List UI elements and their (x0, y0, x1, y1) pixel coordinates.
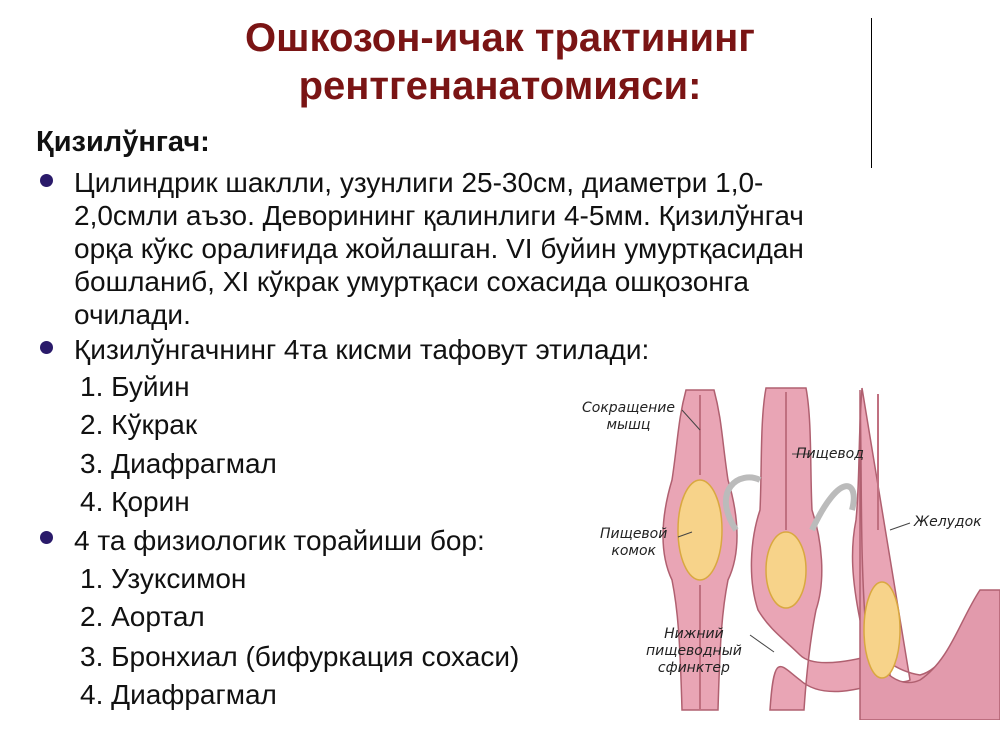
list-item: 1. Узуксимон (80, 563, 247, 594)
bullet-1-line: Цилиндрик шаклли, узунлиги 25-30см, диаметри 1,0- (74, 167, 764, 198)
list-item: 4. Диафрагмал (80, 679, 277, 710)
bullet-1-line: орқа кўкс оралиғида жойлашган. VI буйин умуртқасидан (74, 233, 804, 264)
label-muscle-contraction (582, 400, 675, 434)
bullet-dot-1 (40, 174, 53, 187)
label-line: комок (611, 543, 656, 559)
label-stomach: Желудок (914, 514, 982, 530)
list-item: 2. Кўкрак (80, 409, 198, 440)
title-line-1: Ошкозон-ичак трактининг (245, 16, 755, 60)
esophagus-peristalsis-illustration (560, 380, 1000, 720)
label-line: сфинктер (657, 660, 730, 676)
bullet-dot-3 (40, 531, 53, 544)
bullet-1-line: очилади. (74, 299, 191, 330)
slide-title (0, 14, 1000, 110)
list-item: 2. Аортал (80, 601, 205, 632)
bullet-2-text: Қизилўнгачнинг 4та кисми тафовут этилади: (74, 334, 650, 365)
label-line: Сокращение (582, 400, 675, 416)
label-food-bolus (600, 526, 667, 560)
label-esophagus: Пищевод (796, 446, 864, 462)
bullet-1-text (74, 166, 804, 331)
esophagus-tube-3 (853, 388, 1000, 720)
list-item: 3. Бронхиал (бифуркация сохаси) (80, 641, 520, 672)
label-line: Нижний (664, 626, 724, 642)
label-line: пищеводный (646, 643, 742, 659)
bullet-dot-2 (40, 341, 53, 354)
label-line: Пищевой (600, 526, 668, 542)
bullet-1-line: 2,0смли аъзо. Деворининг қалинлиги 4-5мм. Қизилўнгач (74, 200, 804, 231)
bullet-3-text: 4 та физиологик торайиши бор: (74, 525, 485, 556)
label-lower-esophageal-sphincter (646, 626, 742, 677)
section-heading: Қизилўнгач: (36, 126, 210, 158)
list-item: 1. Буйин (80, 371, 190, 402)
list-item: 3. Диафрагмал (80, 448, 277, 479)
title-line-2: рентгенанатомияси: (298, 64, 702, 108)
label-line: мышц (606, 417, 651, 433)
bullet-1-line: бошланиб, XI кўкрак умуртқаси сохасида ошқозонга (74, 266, 749, 297)
list-item: 4. Қорин (80, 486, 190, 517)
